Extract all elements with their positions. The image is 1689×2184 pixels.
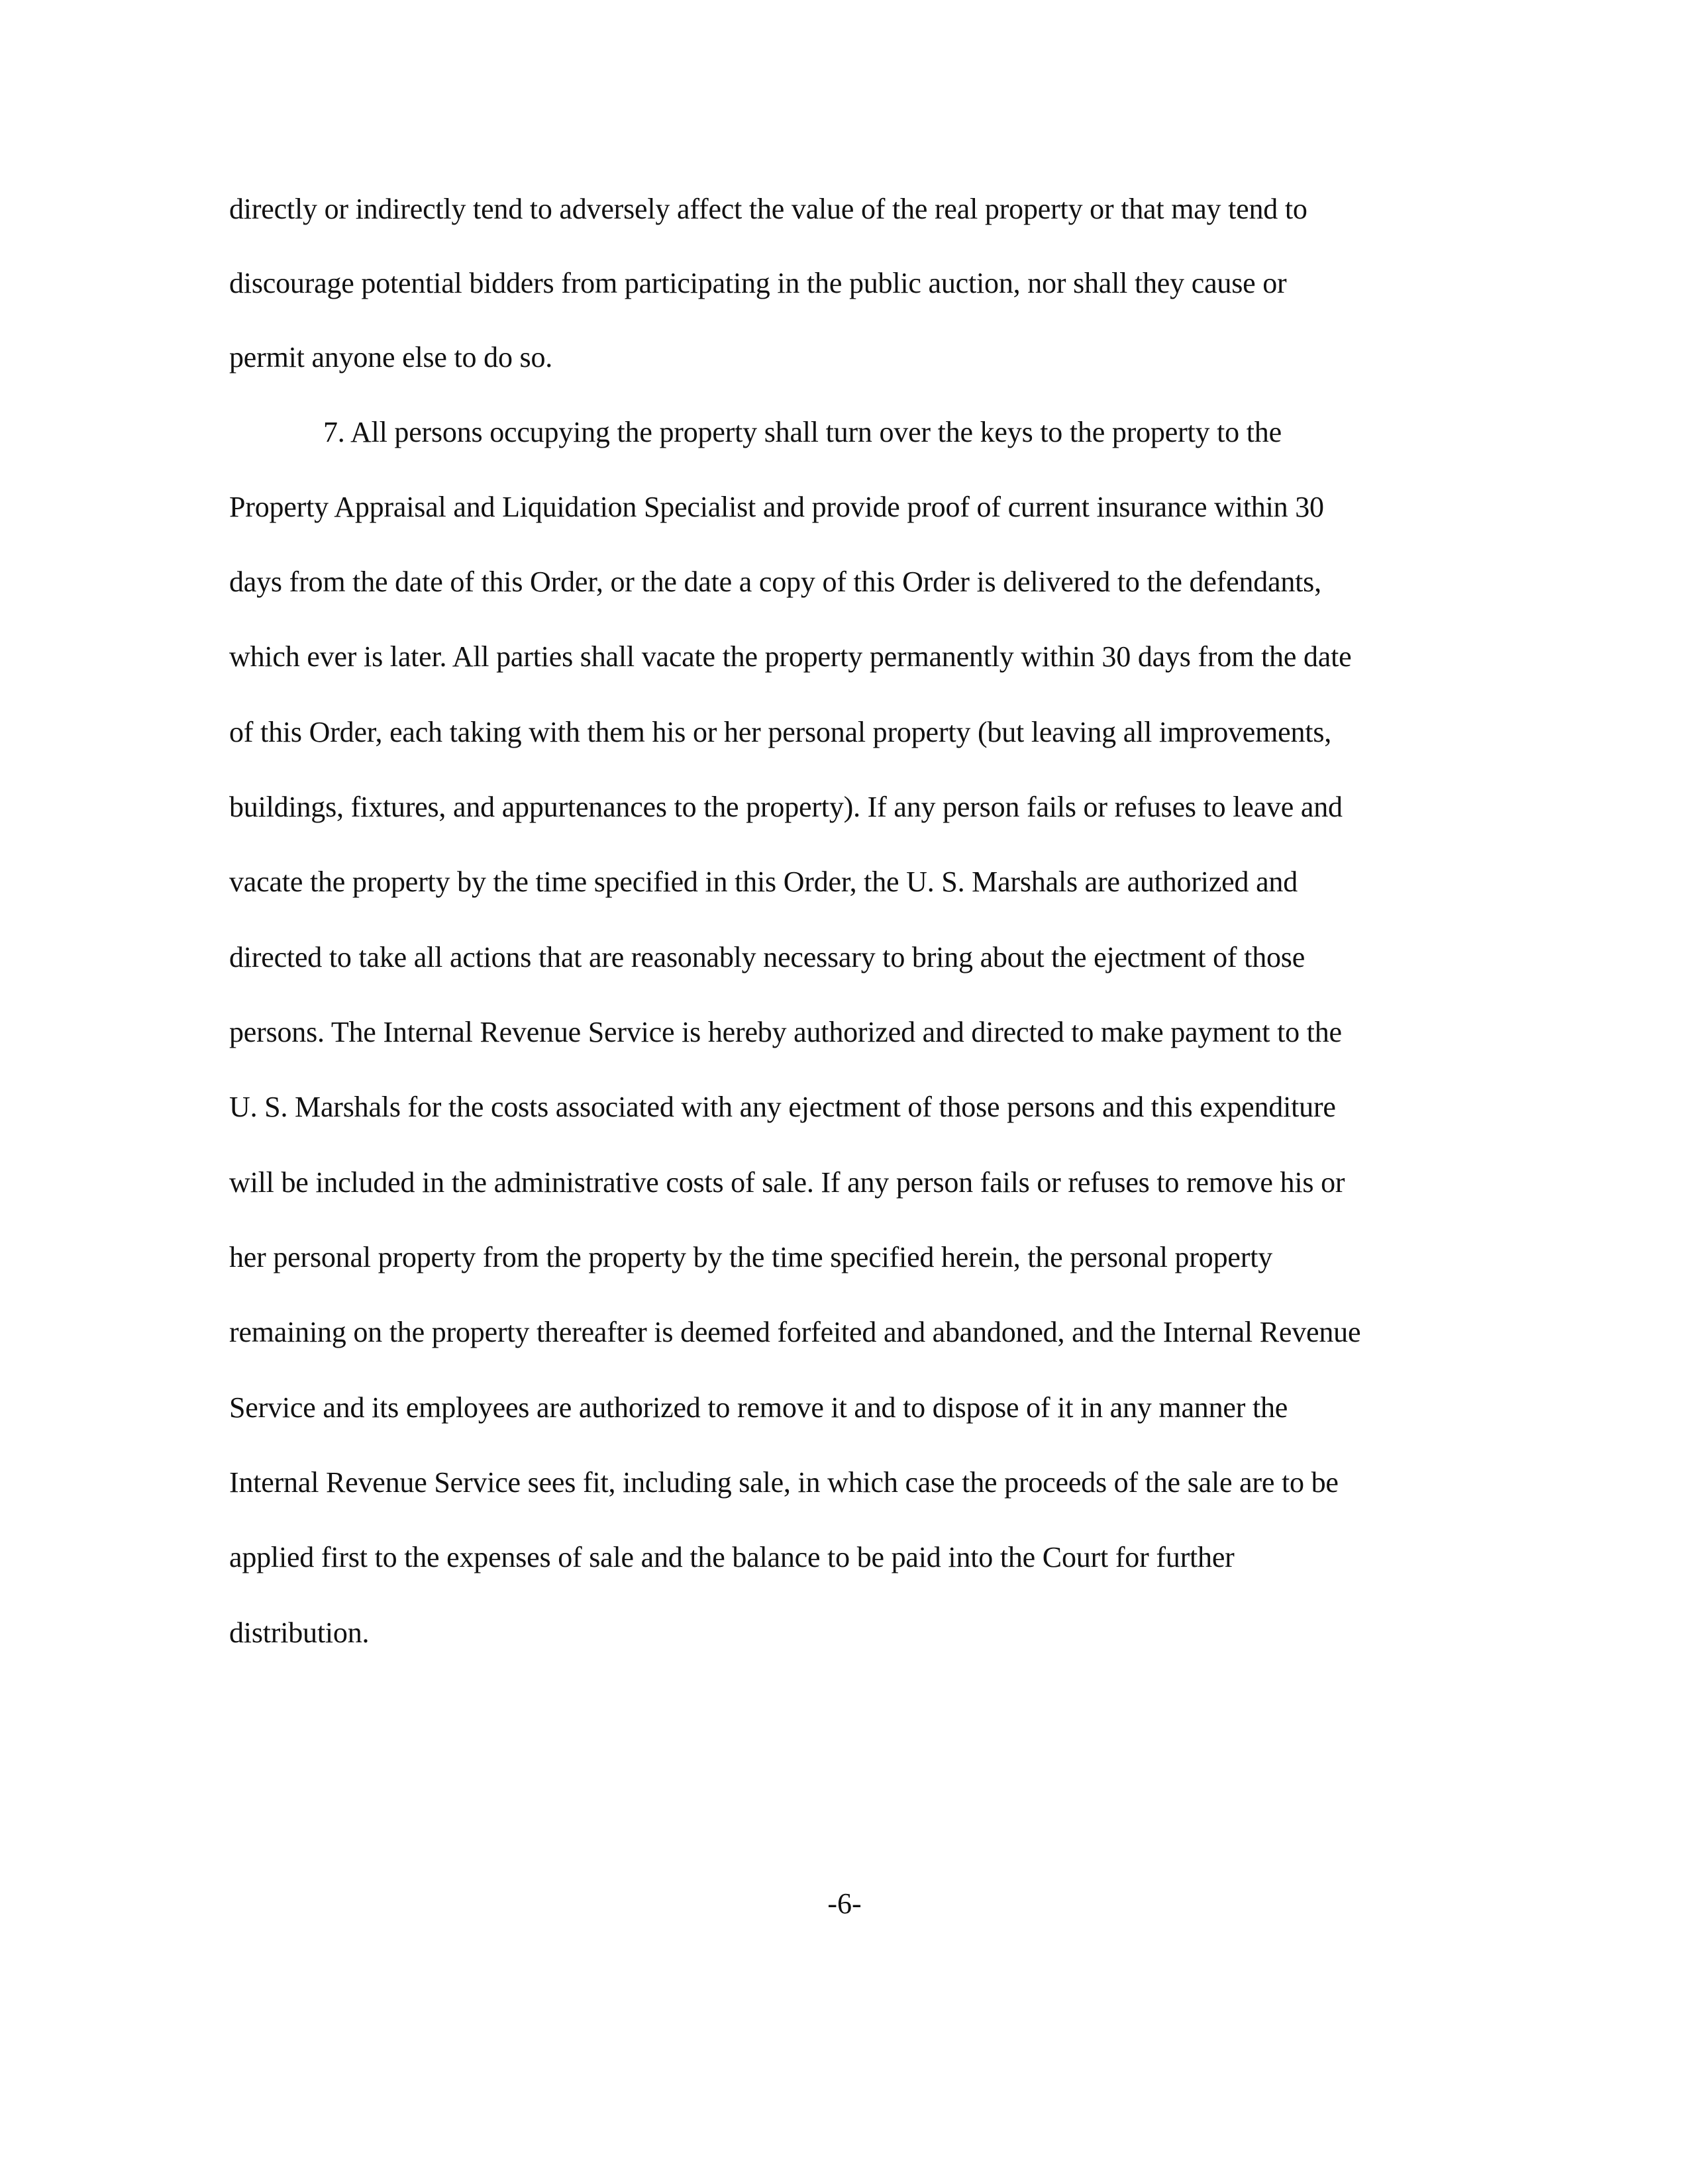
text-line: directed to take all actions that are reasonably necessary to bring about the ejectment of those — [229, 941, 1305, 973]
text-line: persons. The Internal Revenue Service is hereby authorized and directed to make payment to the — [229, 1016, 1342, 1048]
text-line: which ever is later. All parties shall vacate the property permanently within 30 days from the date — [229, 640, 1352, 673]
text-line: Internal Revenue Service sees fit, including sale, in which case the proceeds of the sale are to be — [229, 1466, 1339, 1499]
page-number: -6- — [827, 1887, 862, 1920]
text-line: days from the date of this Order, or the date a copy of this Order is delivered to the defendants, — [229, 566, 1321, 598]
text-line: discourage potential bidders from participating in the public auction, nor shall they cause or — [229, 267, 1287, 299]
text-line: U. S. Marshals for the costs associated with any ejectment of those persons and this expenditure — [229, 1091, 1336, 1123]
text-line: permit anyone else to do so. — [229, 341, 553, 373]
text-line: of this Order, each taking with them his or her personal property (but leaving all improvements, — [229, 716, 1332, 748]
text-line: vacate the property by the time specified in this Order, the U. S. Marshals are authorized and — [229, 866, 1298, 898]
paragraph-7-first-line: 7. All persons occupying the property shall turn over the keys to the property to the — [323, 416, 1282, 448]
text-line: remaining on the property thereafter is deemed forfeited and abandoned, and the Internal Revenue — [229, 1316, 1361, 1348]
text-line: buildings, fixtures, and appurtenances to the property). If any person fails or refuses to leave and — [229, 791, 1343, 823]
text-line: distribution. — [229, 1616, 370, 1649]
text-line: her personal property from the property by the time specified herein, the personal property — [229, 1241, 1273, 1273]
text-line: Property Appraisal and Liquidation Specialist and provide proof of current insurance within 30 — [229, 491, 1324, 523]
text-line: Service and its employees are authorized to remove it and to dispose of it in any manner the — [229, 1391, 1288, 1424]
text-line: directly or indirectly tend to adversely affect the value of the real property or that may tend to — [229, 193, 1307, 225]
text-line: will be included in the administrative costs of sale. If any person fails or refuses to remove his or — [229, 1166, 1345, 1199]
text-line: applied first to the expenses of sale and the balance to be paid into the Court for further — [229, 1541, 1235, 1573]
